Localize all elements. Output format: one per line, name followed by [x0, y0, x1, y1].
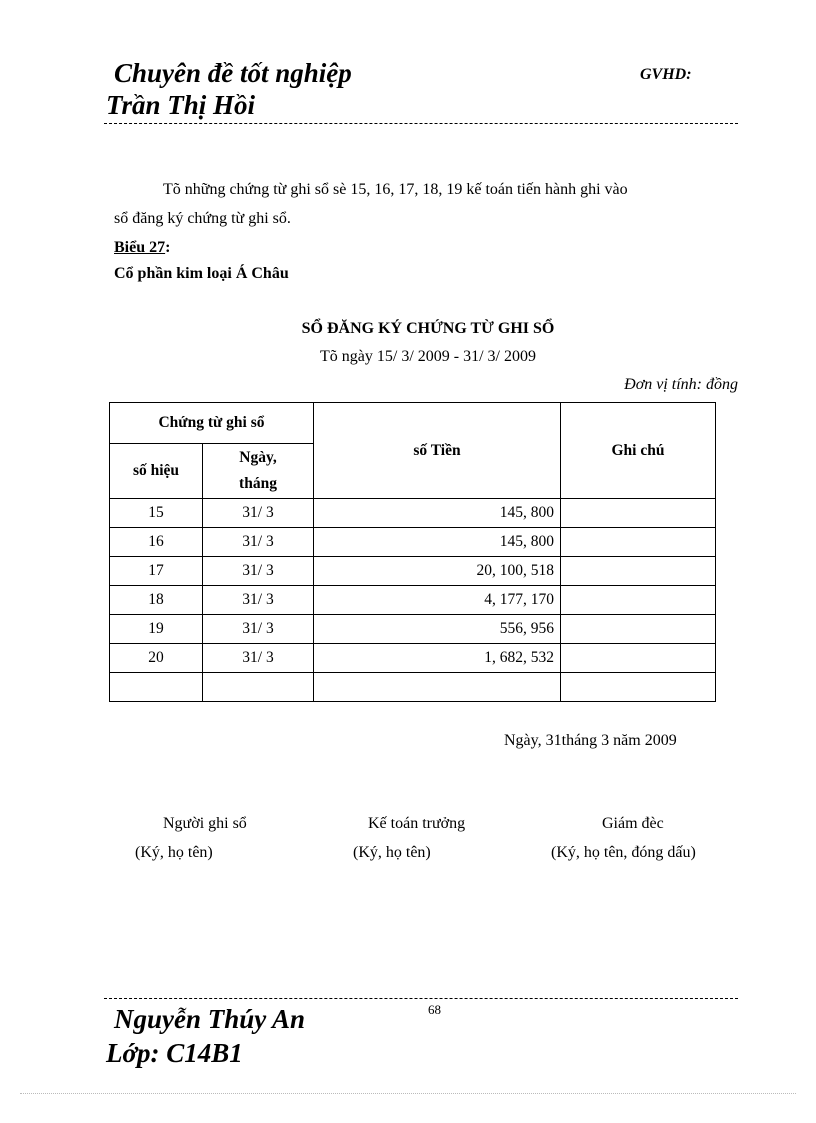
register-title: SỔ ĐĂNG KÝ CHỨNG TỪ GHI SỔ [301, 320, 555, 337]
header-divider [104, 123, 738, 124]
table-row: 16 31/ 3 145, 800 [110, 528, 716, 557]
signature-role-3: Giám đèc [602, 815, 664, 832]
table-row: 15 31/ 3 145, 800 [110, 499, 716, 528]
table-row: 19 31/ 3 556, 956 [110, 615, 716, 644]
register-period: Tõ ngày 15/ 3/ 2009 - 31/ 3/ 2009 [320, 348, 536, 365]
signature-note-3: (Ký, họ tên, đóng dấu) [551, 844, 696, 861]
header-ngay-thang: Ngày, tháng [203, 444, 314, 499]
signature-note-1: (Ký, họ tên) [135, 844, 213, 861]
company-name: Cổ phần kim loại Á Châu [114, 265, 289, 282]
footer-class: Lớp: C14B1 [106, 1038, 243, 1068]
date-line: Ngày, 31tháng 3 năm 2009 [504, 732, 677, 749]
register-table [109, 402, 716, 702]
page-number: 68 [428, 1002, 441, 1017]
signature-role-2: Kế toán trưởng [368, 815, 466, 832]
table-row: 18 31/ 3 4, 177, 170 [110, 586, 716, 615]
page-bottom-border [20, 1093, 796, 1094]
intro-line-1: Tõ những chứng từ ghi sổ sè 15, 16, 17, 18, 19 kế toán tiến hành ghi vào [163, 181, 628, 198]
table-row: 17 31/ 3 20, 100, 518 [110, 557, 716, 586]
intro-line-2: sổ đăng ký chứng từ ghi sổ. [114, 210, 291, 227]
table-row: 20 31/ 3 1, 682, 532 [110, 644, 716, 673]
bieu-label: Biểu 27: [114, 239, 171, 256]
footer-student: Nguyễn Thúy An [114, 1004, 306, 1034]
table-row [110, 673, 716, 702]
header-title: Chuyên đề tốt nghiệp [114, 58, 352, 88]
header-so-hieu: số hiệu [110, 444, 203, 499]
footer-divider [104, 998, 738, 999]
unit-label: Đơn vị tính: đồng [624, 376, 738, 393]
header-so-tien: số Tiền [314, 403, 561, 499]
signature-role-1: Người ghi sổ [163, 815, 247, 832]
gvhd-label: GVHD: [640, 66, 692, 83]
header-ghi-chu: Ghi chú [561, 403, 716, 499]
header-author: Trần Thị Hồi [106, 90, 256, 120]
signature-note-2: (Ký, họ tên) [353, 844, 431, 861]
header-chung-tu: Chứng từ ghi sổ [110, 403, 314, 444]
